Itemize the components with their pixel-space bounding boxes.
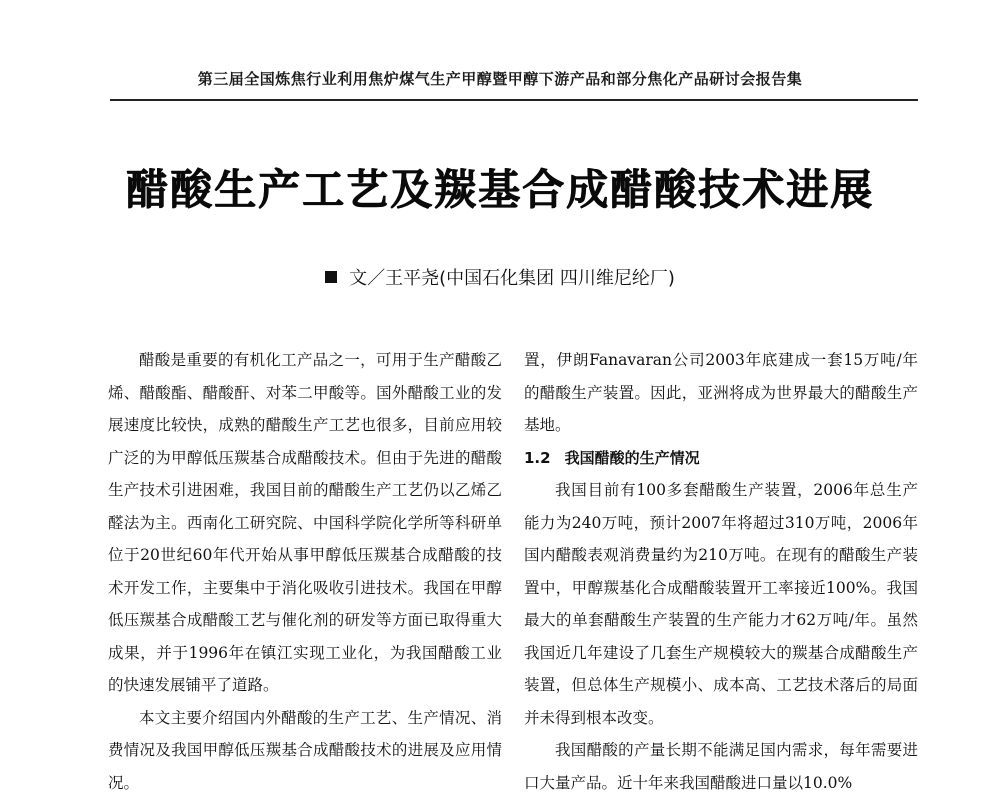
body-paragraph: 我国目前有100多套醋酸生产装置，2006年总生产能力为240万吨，预计2007年将超过310万吨，2006年国内醋酸表观消费量约为210万吨。在现有的醋酸生产装置中，甲醇羰基化合成醋酸装置开工率接近100%。我国最大的单套醋酸生产装置的生产能力才62万吨/年。虽然我国近几年建设了几套生产规模较大的羰基合成醋酸生产装置，但总体生产规模小、成本高、工艺技术落后的局面并未得到根本改变。 — [524, 474, 918, 734]
right-column — [524, 344, 918, 799]
section-number: 1.2 — [524, 449, 551, 467]
byline — [0, 264, 1000, 290]
body-paragraph: 醋酸是重要的有机化工产品之一，可用于生产醋酸乙烯、醋酸酯、醋酸酐、对苯二甲酸等。国外醋酸工业的发展速度比较快，成熟的醋酸生产工艺也很多，目前应用较广泛的为甲醇低压羰基合成醋酸技术。但由于先进的醋酸生产技术引进困难，我国目前的醋酸生产工艺仍以乙烯乙醛法为主。西南化工研究院、中国科学院化学所等科研单位于20世纪60年代开始从事甲醇低压羰基合成醋酸的技术开发工作，主要集中于消化吸收引进技术。我国在甲醇低压羰基合成醋酸工艺与催化剂的研发等方面已取得重大成果，并于1996年在镇江实现工业化，为我国醋酸工业的快速发展铺平了道路。 — [108, 344, 502, 702]
section-heading — [524, 442, 918, 475]
square-bullet-icon — [325, 271, 337, 283]
body-paragraph: 本文主要介绍国内外醋酸的生产工艺、生产情况、消费情况及我国甲醇低压羰基合成醋酸技术的进展及应用情况。 — [108, 702, 502, 799]
continued-paragraph: 置，伊朗Fanavaran公司2003年底建成一套15万吨/年的醋酸生产装置。因此，亚洲将成为世界最大的醋酸生产基地。 — [524, 344, 918, 442]
article-title: 醋酸生产工艺及羰基合成醋酸技术进展 — [0, 157, 1000, 217]
byline-text: 文／王平尧(中国石化集团 四川维尼纶厂) — [349, 268, 675, 289]
header-rule — [110, 99, 918, 101]
running-header: 第三届全国炼焦行业利用焦炉煤气生产甲醇暨甲醇下游产品和部分焦化产品研讨会报告集 — [0, 68, 1000, 89]
left-column — [108, 344, 502, 799]
body-paragraph: 我国醋酸的产量长期不能满足国内需求，每年需要进口大量产品。近十年来我国醋酸进口量以10.0% — [524, 734, 918, 799]
section-title: 我国醋酸的生产情况 — [565, 449, 700, 467]
